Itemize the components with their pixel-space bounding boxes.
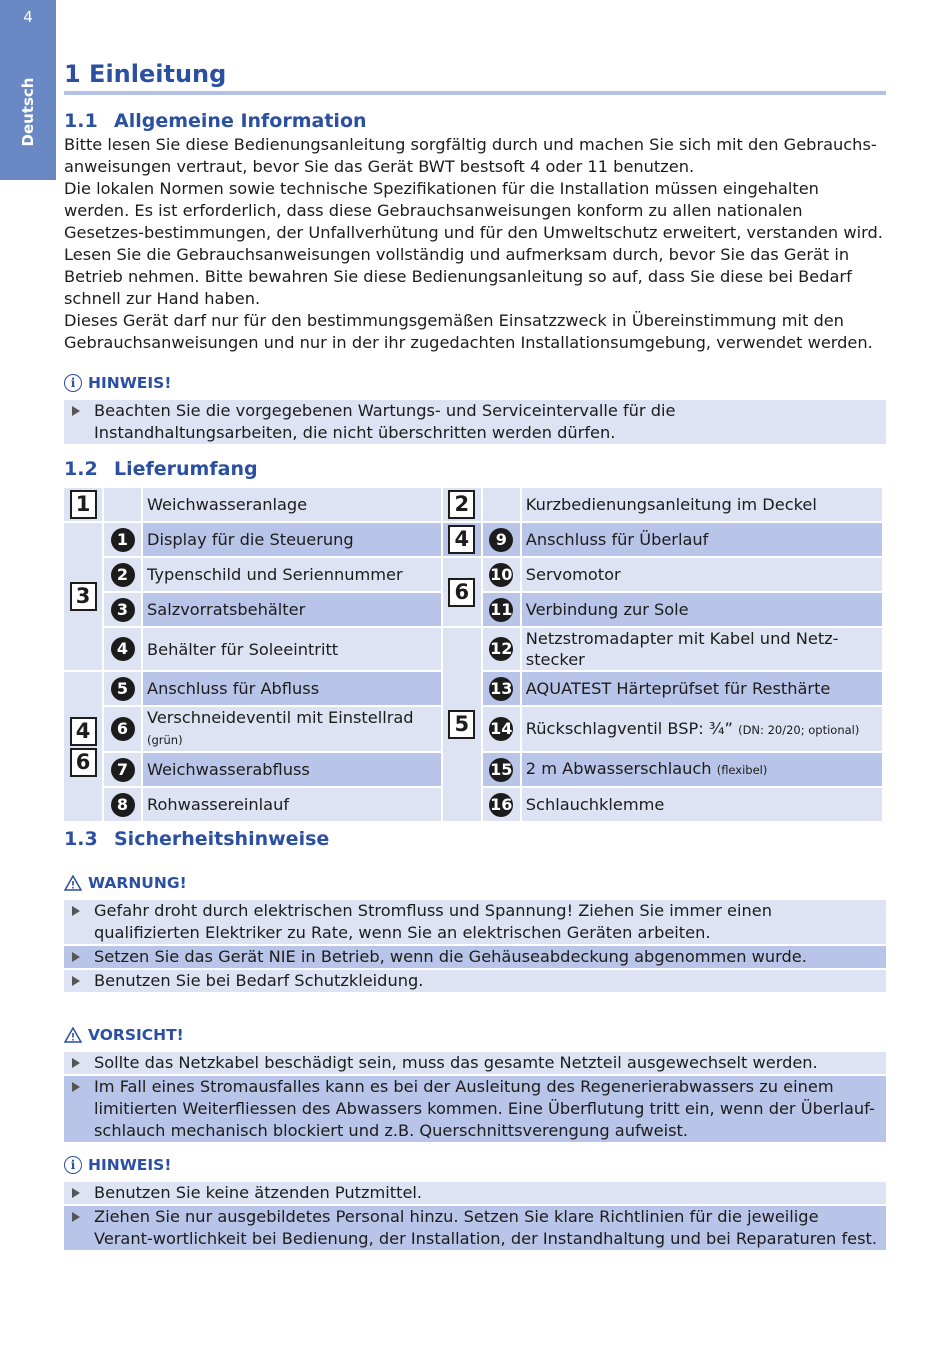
item-label: Display für die Steuerung — [143, 523, 441, 556]
group-cell — [443, 523, 481, 556]
section-number: 1.3 — [64, 828, 98, 850]
sidebar — [0, 0, 56, 180]
list-item — [64, 400, 886, 444]
warning-triangle-icon — [64, 875, 82, 891]
item-number: 9 — [489, 528, 513, 552]
item-label-text: 2 m Abwasserschlauch — [525, 759, 712, 778]
paragraph: Lesen Sie die Gebrauchsanweisungen vollständig und aufmerksam durch, bevor Sie das Gerät in Betrieb nehmen. Bitte bewahren Sie diese Bedienungsanleitung so auf, dass Sie diese bei Bedarf schnell zur Hand haben. — [64, 245, 852, 308]
group-number: 2 — [448, 490, 475, 519]
item-label — [143, 707, 441, 751]
item-number: 12 — [489, 637, 513, 661]
item-label: Anschluss für Abfluss — [143, 672, 441, 705]
list-item-text: Benutzen Sie bei Bedarf Schutzkleidung. — [94, 971, 424, 990]
note-list — [64, 400, 886, 446]
paragraph: Bitte lesen Sie diese Bedienungsanleitung sorgfältig durch und machen Sie sich mit den Gebrauchs-anweisungen vertraut, bevor Sie das Gerät BWT bestsoft 4 oder 11 benutzen. — [64, 135, 877, 176]
paragraph: Dieses Gerät darf nur für den bestimmungsgemäßen Einsatzzweck in Übereinstimmung mit den Gebrauchsanweisungen und nur in der ihr zugedachten Installationsumgebung, verwendet werden. — [64, 311, 873, 352]
section-number: 1.2 — [64, 458, 98, 480]
group-number: 4 — [70, 717, 97, 746]
caution-heading — [64, 1026, 184, 1044]
warning-heading — [64, 874, 187, 892]
group-cell — [64, 488, 102, 521]
item-label: Salzvorratsbehälter — [143, 593, 441, 626]
section-title: Lieferumfang — [114, 458, 258, 480]
section-title: Allgemeine Information — [114, 110, 367, 132]
list-item — [64, 1206, 886, 1250]
item-label: Weichwasseranlage — [143, 488, 441, 521]
caution-triangle-icon — [64, 1027, 82, 1043]
list-item — [64, 900, 886, 944]
item-number: 11 — [489, 598, 513, 622]
chapter-title: 1 Einleitung — [64, 60, 886, 95]
arrow-bullet-icon — [72, 952, 80, 962]
note-label: HINWEIS! — [88, 1156, 172, 1174]
group-number: 5 — [448, 710, 475, 739]
item-number: 5 — [111, 677, 135, 701]
note-list — [64, 1182, 886, 1252]
item-label — [522, 707, 882, 751]
arrow-bullet-icon — [72, 1058, 80, 1068]
delivery-scope-table — [62, 486, 884, 823]
item-label: Typenschild und Seriennummer — [143, 558, 441, 591]
item-label: Weichwasserabfluss — [143, 753, 441, 786]
page-number: 4 — [23, 8, 33, 26]
note-heading — [64, 1156, 171, 1174]
item-label: Verbindung zur Sole — [522, 593, 882, 626]
list-item — [64, 1076, 886, 1142]
group-number: 6 — [448, 578, 475, 607]
item-number: 6 — [111, 717, 135, 741]
item-label: Schlauchklemme — [522, 788, 882, 821]
item-label: AQUATEST Härteprüfset für Resthärte — [522, 672, 882, 705]
item-number: 14 — [489, 717, 513, 741]
caution-label: VORSICHT! — [88, 1026, 184, 1044]
list-item — [64, 946, 886, 968]
list-item-text: Im Fall eines Stromausfalles kann es bei der Ausleitung des Regenerierabwassers zu einem limitierten Weiterfliessen des Abwassers kommen. Eine Überflutung tritt ein, wenn der Überlauf-schlauch mechanisch blockiert und z.B. Querschnittsverengung aufweist. — [94, 1077, 875, 1140]
arrow-bullet-icon — [72, 406, 80, 416]
item-number: 13 — [489, 677, 513, 701]
intro-text — [64, 134, 886, 354]
item-number: 8 — [111, 793, 135, 817]
list-item-text: Setzen Sie das Gerät NIE in Betrieb, wenn die Gehäuseabdeckung abgenommen wurde. — [94, 947, 807, 966]
section-title: Sicherheitshinweise — [114, 828, 330, 850]
item-number: 3 — [111, 598, 135, 622]
language-tab: Deutsch — [19, 77, 37, 147]
item-number: 10 — [489, 563, 513, 587]
group-cell — [443, 558, 481, 626]
group-cell — [443, 628, 481, 821]
item-label: Netzstromadapter mit Kabel und Netz-stecker — [522, 628, 882, 670]
item-number: 15 — [489, 758, 513, 782]
arrow-bullet-icon — [72, 976, 80, 986]
list-item — [64, 1182, 886, 1204]
note-label: HINWEIS! — [88, 374, 172, 392]
list-item-text: Beachten Sie die vorgegebenen Wartungs- und Serviceintervalle für die Instandhaltungsarbeiten, die nicht überschritten werden dürfen. — [94, 401, 676, 442]
info-icon: i — [64, 1156, 82, 1174]
item-label: Rohwassereinlauf — [143, 788, 441, 821]
warning-list — [64, 900, 886, 994]
list-item-text: Sollte das Netzkabel beschädigt sein, muss das gesamte Netzteil ausgewechselt werden. — [94, 1053, 818, 1072]
section-1-1-heading — [64, 110, 367, 132]
section-1-2-heading — [64, 458, 258, 480]
group-number: 4 — [448, 525, 475, 554]
item-number: 16 — [489, 793, 513, 817]
list-item-text: Benutzen Sie keine ätzenden Putzmittel. — [94, 1183, 423, 1202]
item-number: 7 — [111, 758, 135, 782]
warning-label: WARNUNG! — [88, 874, 187, 892]
group-number: 6 — [70, 748, 97, 777]
item-note: (DN: 20/20; optional) — [738, 722, 860, 737]
arrow-bullet-icon — [72, 1212, 80, 1222]
group-number: 1 — [70, 490, 97, 519]
group-cell — [443, 488, 481, 521]
list-item-text: Ziehen Sie nur ausgebildetes Personal hinzu. Setzen Sie klare Richtlinien für die jeweilige Verant-wortlichkeit bei Bedienung, der Installation, der Instandhaltung und bei Reparaturen fest. — [94, 1207, 878, 1248]
item-label: Kurzbedienungsanleitung im Deckel — [522, 488, 882, 521]
paragraph: Die lokalen Normen sowie technische Spezifikationen für die Installation müssen eingehalten werden. Es ist erforderlich, dass diese Gebrauchsanweisungen konform zu allen nationalen Gesetzes-bestimmungen, der Unfallverhütung und für den Umweltschutz erweitert, verstanden wird. — [64, 179, 883, 242]
item-number: 1 — [111, 528, 135, 552]
item-number: 2 — [111, 563, 135, 587]
item-note: (grün) — [147, 733, 183, 747]
arrow-bullet-icon — [72, 1188, 80, 1198]
group-cell — [64, 672, 102, 821]
item-label: Behälter für Soleeintritt — [143, 628, 441, 670]
item-note: (flexibel) — [716, 763, 768, 777]
list-item-text: Gefahr droht durch elektrischen Stromfluss und Spannung! Ziehen Sie immer einen qualifizierten Elektriker zu Rate, wenn Sie an elektrischen Geräten arbeiten. — [94, 901, 772, 942]
arrow-bullet-icon — [72, 906, 80, 916]
group-number: 3 — [70, 582, 97, 611]
item-label: Servomotor — [522, 558, 882, 591]
item-label — [522, 753, 882, 786]
section-1-3-heading — [64, 828, 329, 850]
item-number: 4 — [111, 637, 135, 661]
info-icon: i — [64, 374, 82, 392]
group-cell — [64, 523, 102, 670]
arrow-bullet-icon — [72, 1082, 80, 1092]
caution-list — [64, 1052, 886, 1144]
item-label: Anschluss für Überlauf — [522, 523, 882, 556]
item-label-text: Verschneideventil mit Einstellrad — [147, 708, 414, 727]
list-item — [64, 1052, 886, 1074]
note-heading — [64, 374, 171, 392]
item-label-text: Rückschlagventil BSP: ¾” — [525, 718, 733, 738]
section-number: 1.1 — [64, 110, 98, 132]
list-item — [64, 970, 886, 992]
